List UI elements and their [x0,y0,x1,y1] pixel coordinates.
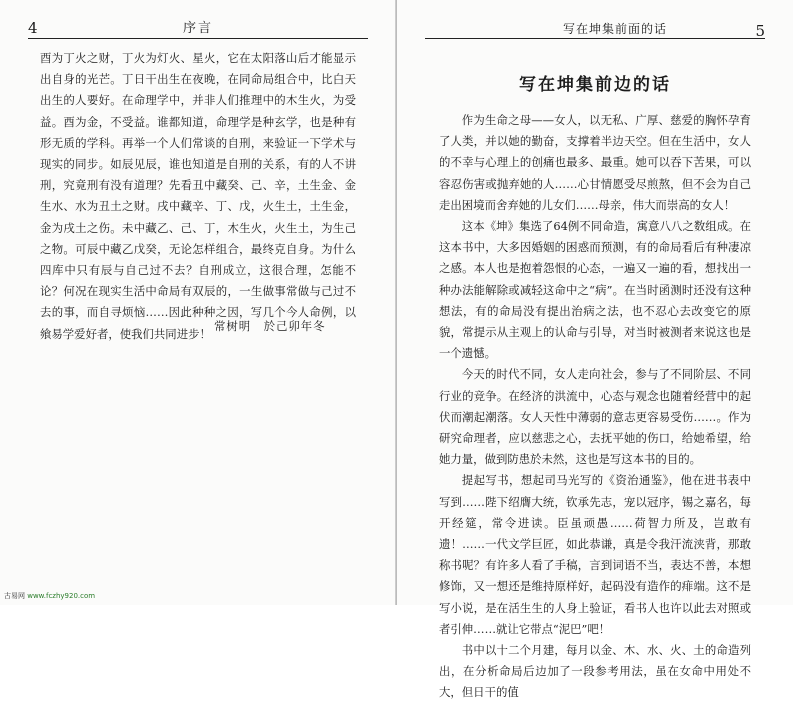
right-page [397,0,793,700]
footer-site-url: www.fczhy920.com [27,592,96,600]
body-paragraph: 书中以十二个月建，每月以金、木、水、火、土的命造列出，在分析命局后边加了一段参考用法，虽在女命中用处不大，但日干的值 [439,643,751,700]
author-signature: 常树明 於己卯年冬 [214,319,326,333]
left-page [0,0,396,605]
footer-watermark [4,591,95,601]
left-running-title: 序言 [182,21,213,36]
body-paragraph: 这本《坤》集选了64例不同命造，寓意八八之数组成。在这本书中，大多因婚姻的困惑而预测，有的命局看后有种凄凉之感。本人也是抱着怨恨的心态，一遍又一遍的看，想找出一种办法能解除或减轻这命中之“病”。在当时函测时还没有这种想法，有的命局没有提出治病之法，也不忍心去改变它的原貌，常提示从主观上的认命与引导，对当时被测者来说这也是一个遗憾。 [439,219,751,361]
right-page-body [439,110,751,704]
preface-paragraph: 酉为丁火之财，丁火为灯火、星火，它在太阳落山后才能显示出自身的光芒。丁日干出生在夜晚，在同命局组合中，比白天出生的人要好。在命理学中，并非人们推理中的木生火，为受益。酉为金，不受益。谁都知道，命理学是种玄学，也是种有形无质的学科。再举一个人们常谈的自刑，来验证一下学术与现实的同步。如辰见辰，谁也知道是自刑的关系，有的人不讲刑，究竟刑有没有道理？先看丑中藏癸、己、辛，土生金、金生水、水为丑土之财。戌中藏辛、丁、戊，火生土，土生金，金为戌土之伤。未中藏乙、己、丁，木生火，火生土，为生己之物。可辰中藏乙戊癸，无论怎样组合，最终克自身。为什么四库中只有辰与自己过不去？自刑成立，这很合理，怎能不论？何况在现实生活中命局有双辰的，一生做事常做与己过不去的事，而自寻烦恼……因此种种之因，写几个今人命例，以飨易学爱好者，使我们共同进步！ [40,51,356,341]
right-running-title: 写在坤集前面的话 [562,22,667,36]
left-page-header [28,20,368,39]
right-page-number: 5 [755,22,765,40]
footer-site-name: 古易网 [4,592,25,600]
body-paragraph: 提起写书，想起司马光写的《资治通鉴》，他在进书表中写到……陛下绍膺大统，钦承先志，宠以冠序，锡之嘉名，每开经筵，常令进读。臣虽顽愚……荷智力所及，岂敢有遗！……一代文学巨匠，如此恭谦，真是令我汗流浃背，那敢称书呢？有许多人看了手稿，言到词语不当，表达不善，本想修饰，又一想还是维持原样好，起码没有造作的痱端。这不是写小说，是在活生生的人身上验证，看书人也许以此去对照或者引伸……就让它带点“泥巴”吧！ [439,473,751,636]
left-page-number: 4 [28,19,38,37]
chapter-title: 写在坤集前边的话 [519,75,671,95]
left-page-body [40,48,356,345]
body-paragraph: 作为生命之母——女人，以无私、广厚、慈爱的胸怀孕育了人类，并以她的勤奋，支撑着半边天空。但在生活中，女人的不幸与心理上的创痛也最多、最重。她可以吞下苦果，可以容忍伤害或抛弃她的人……心甘情愿受尽煎熬，但不会为自己走出困境而舍弃她的儿女们……母亲，伟大而崇高的女人！ [439,113,751,212]
right-page-header [425,20,765,39]
body-paragraph: 今天的时代不同，女人走向社会，参与了不同阶层、不同行业的竞争。在经济的洪流中，心态与观念也随着经营中的起伏而潮起潮落。女人天性中薄弱的意志更容易受伤……。作为研究命理者，应以慈悲之心，去抚平她的伤口，给她希望，给她力量，做到防患於未然，这也是写这本书的目的。 [439,367,751,467]
